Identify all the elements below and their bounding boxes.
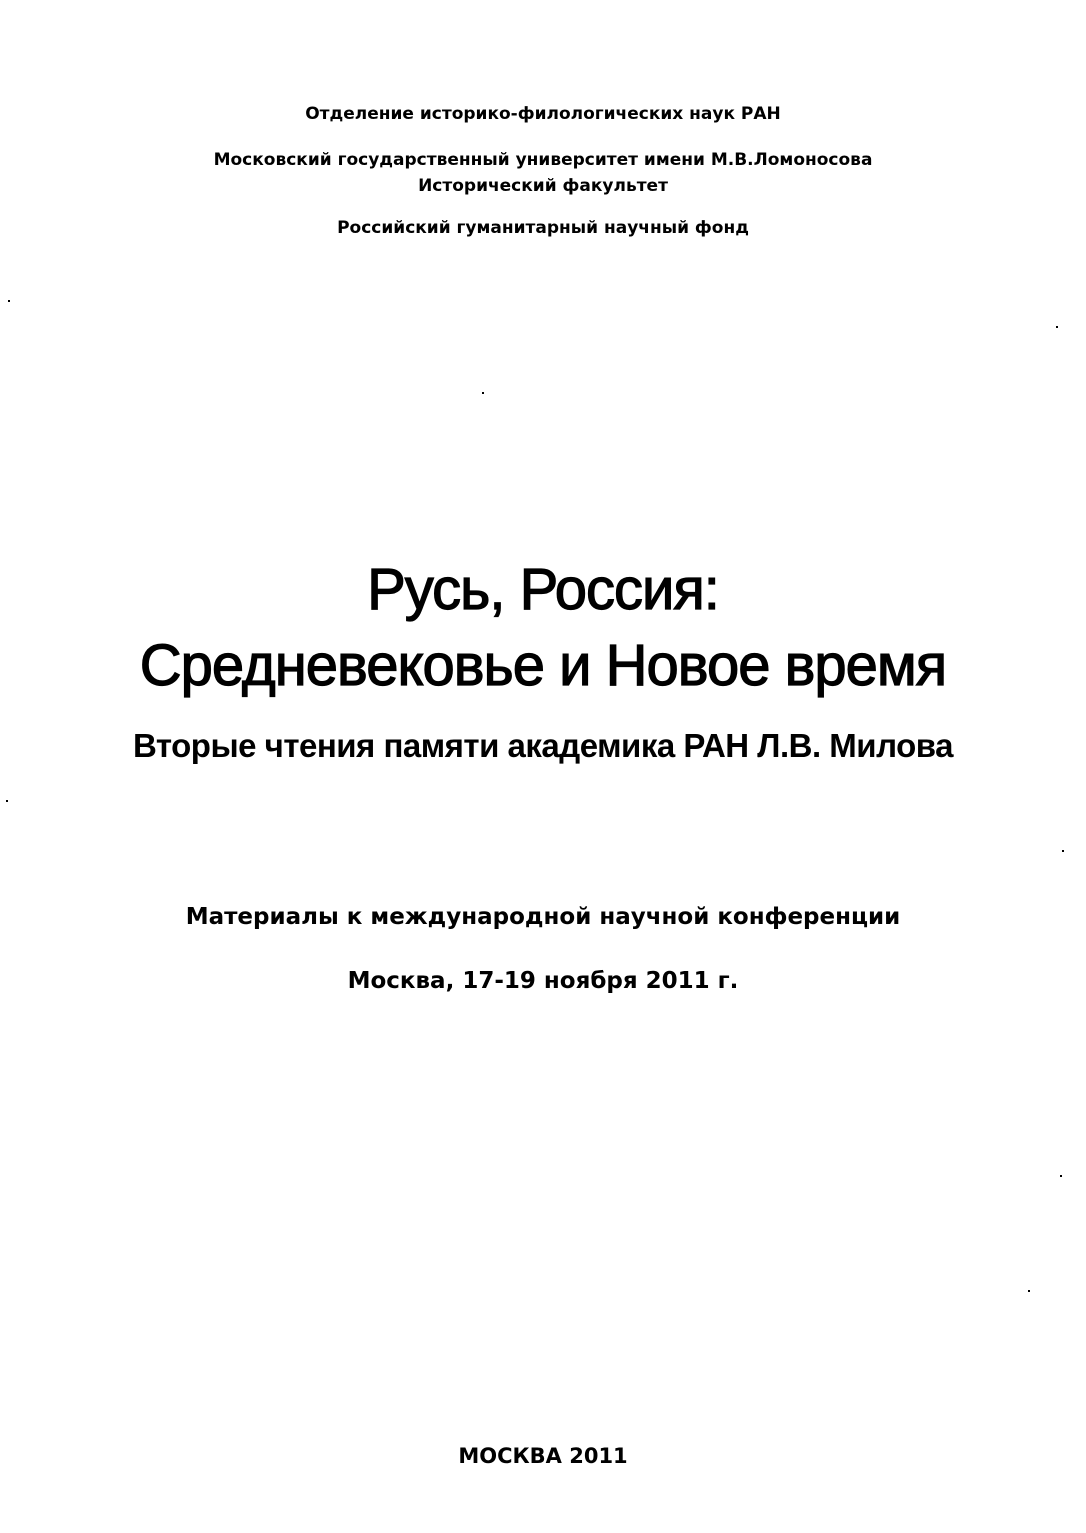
conference-materials: Материалы к международной научной конференции — [185, 904, 901, 930]
book-subtitle: Вторые чтения памяти академика РАН Л.В. Милова — [133, 727, 953, 764]
scan-speck — [1060, 1175, 1062, 1177]
book-title-line-2: Средневековье и Новое время — [139, 633, 947, 698]
organization-ran-department: Отделение историко-филологических наук РАН — [305, 104, 781, 124]
scan-speck — [1062, 850, 1064, 852]
scan-speck — [1056, 326, 1058, 328]
scan-speck — [8, 300, 10, 302]
scan-speck — [482, 392, 484, 394]
scan-speck — [6, 800, 8, 802]
book-title-line-1: Русь, Россия: — [367, 557, 719, 622]
organization-history-faculty: Исторический факультет — [418, 176, 668, 196]
scan-speck — [1028, 1290, 1030, 1292]
organization-msu: Московский государственный университет имени М.В.Ломоносова — [213, 150, 873, 170]
conference-place-date: Москва, 17-19 ноября 2011 г. — [347, 968, 739, 994]
organization-rgnf: Российский гуманитарный научный фонд — [337, 218, 749, 238]
publication-place-year: МОСКВА 2011 — [458, 1444, 628, 1468]
